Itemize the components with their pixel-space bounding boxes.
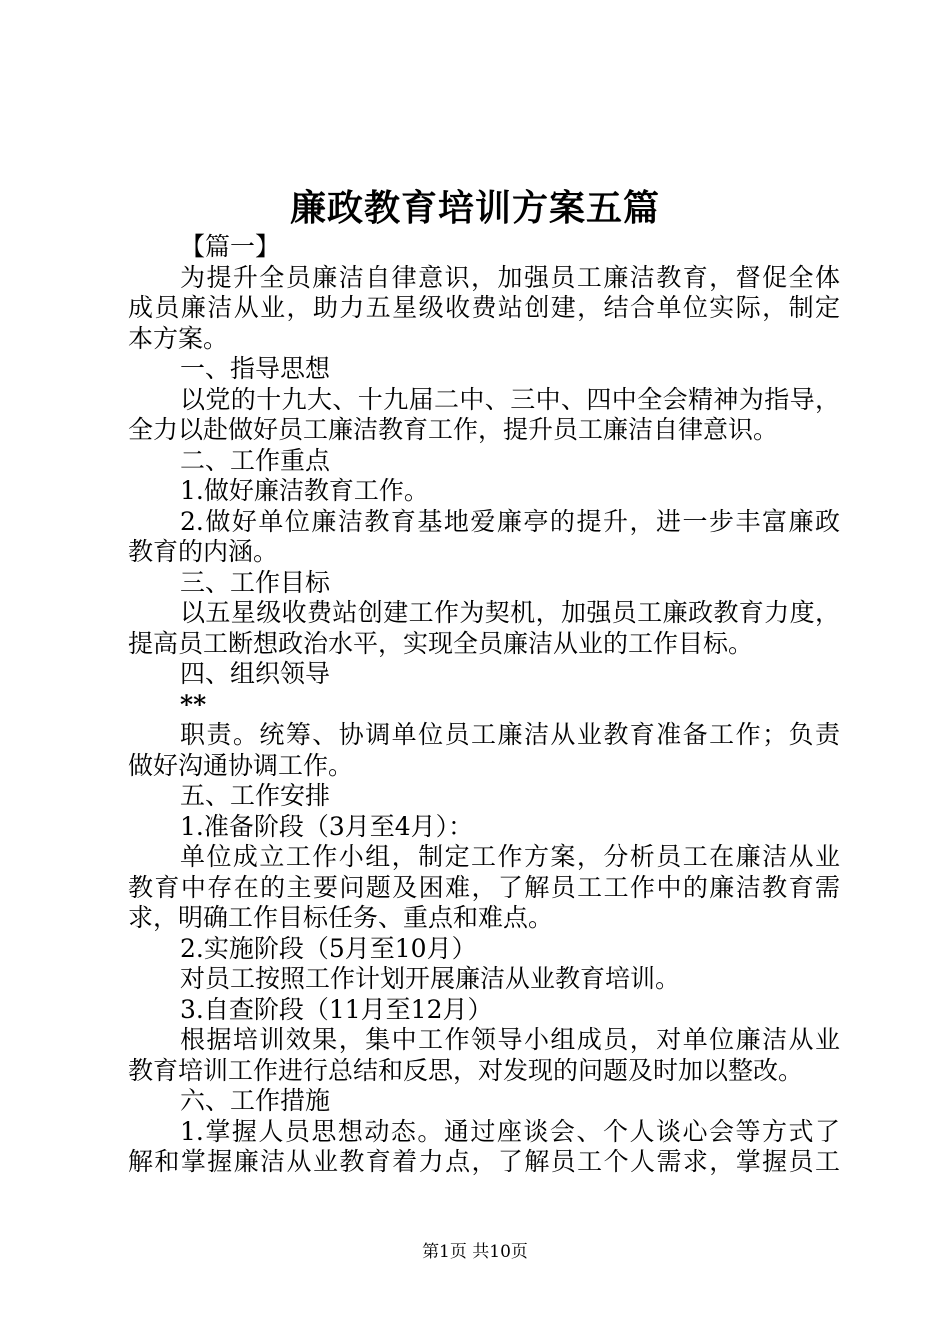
paragraph-line: 对员工按照工作计划开展廉洁从业教育培训。 <box>180 964 681 993</box>
paragraph-line: 教育的内涵。 <box>128 537 279 566</box>
list-item: 3.自查阶段（11月至12月） <box>180 994 493 1024</box>
list-item: 1.掌握人员思想动态。通过座谈会、个人谈心会等方式了 <box>180 1116 840 1146</box>
list-item: 1.做好廉洁教育工作。 <box>180 476 429 505</box>
paragraph-line: 提高员工断想政治水平，实现全员廉洁从业的工作目标。 <box>128 628 754 658</box>
section-heading: 三、工作目标 <box>180 567 331 597</box>
section-heading: 一、指导思想 <box>180 354 331 383</box>
paragraph-line: 解和掌握廉洁从业教育着力点，了解员工个人需求，掌握员工 <box>128 1147 840 1176</box>
paragraph-line: 教育中存在的主要问题及困难，了解员工工作中的廉洁教育需 <box>128 872 840 902</box>
paragraph-line: 做好沟通协调工作。 <box>128 750 354 780</box>
section-heading: 二、工作重点 <box>180 445 331 475</box>
section-heading: 五、工作安排 <box>180 781 331 810</box>
paragraph-line: 以党的十九大、十九届二中、三中、四中全会精神为指导， <box>180 384 840 414</box>
list-item: 1.准备阶段（3月至4月）： <box>180 811 474 841</box>
paragraph-line: 根据培训效果，集中工作领导小组成员，对单位廉洁从业 <box>180 1025 840 1054</box>
paragraph-line: 全力以赴做好员工廉洁教育工作，提升员工廉洁自律意识。 <box>128 415 779 444</box>
redacted-name: ** <box>180 689 207 719</box>
paragraph-line: 单位成立工作小组，制定工作方案，分析员工在廉洁从业 <box>180 842 840 871</box>
page-number: 第1页 共10页 <box>422 1242 528 1262</box>
paragraph-line: 教育培训工作进行总结和反思，对发现的问题及时加以整改。 <box>128 1055 804 1085</box>
paragraph-line: 求，明确工作目标任务、重点和难点。 <box>128 903 554 932</box>
paragraph-line: 为提升全员廉洁自律意识，加强员工廉洁教育，督促全体 <box>180 262 840 292</box>
document-title: 廉政教育培训方案五篇 <box>289 187 660 229</box>
list-item: 2.做好单位廉洁教育基地爱廉亭的提升，进一步丰富廉政 <box>180 506 840 536</box>
paragraph-line: 本方案。 <box>128 323 229 353</box>
document-body <box>128 232 840 1178</box>
section-heading: 四、组织领导 <box>180 659 331 688</box>
paragraph-line: 成员廉洁从业，助力五星级收费站创建，结合单位实际，制定 <box>128 293 840 322</box>
paragraph-line: 职责。统筹、协调单位员工廉洁从业教育准备工作；负责 <box>180 720 840 749</box>
section-marker: 【篇一】 <box>180 232 281 261</box>
list-item: 2.实施阶段（5月至10月） <box>180 933 477 963</box>
section-heading: 六、工作措施 <box>180 1086 331 1115</box>
paragraph-line: 以五星级收费站创建工作为契机，加强员工廉政教育力度， <box>180 598 840 627</box>
